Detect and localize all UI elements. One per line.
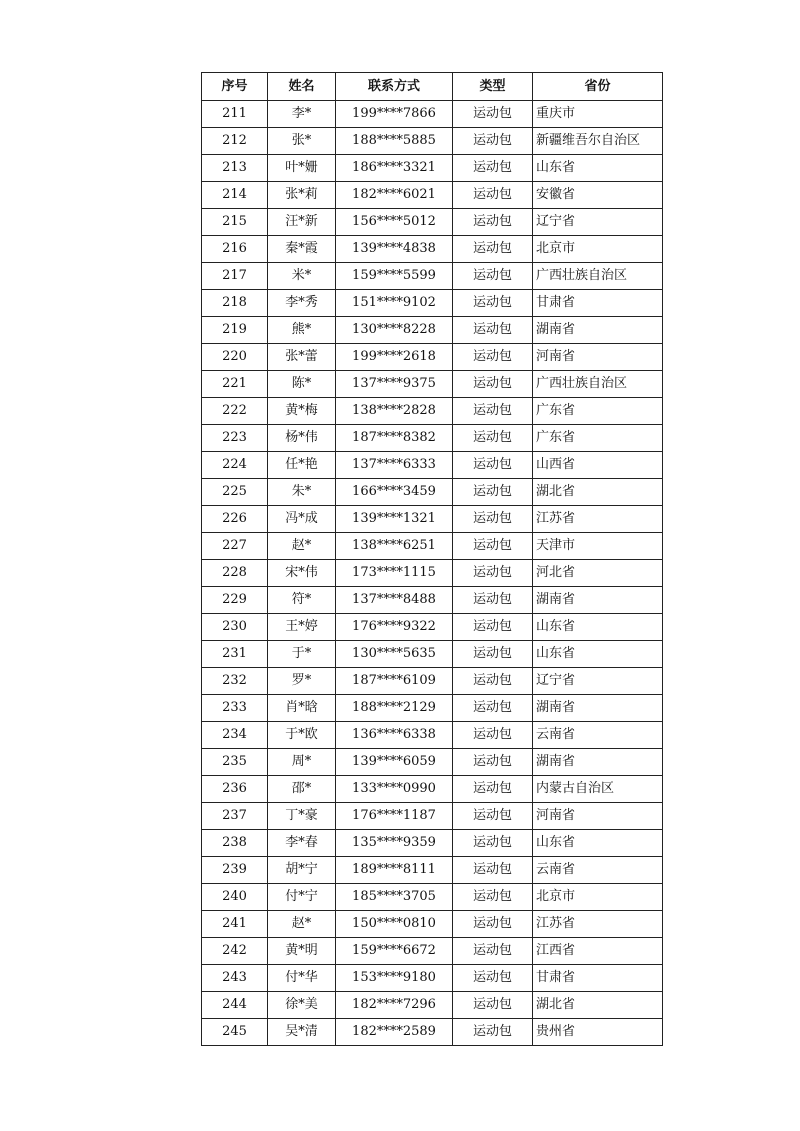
table-row bbox=[202, 398, 663, 425]
cell-type: 运动包 bbox=[453, 101, 533, 128]
cell-name: 罗* bbox=[268, 668, 336, 695]
cell-serial-number: 218 bbox=[202, 290, 268, 317]
cell-serial-number: 212 bbox=[202, 128, 268, 155]
cell-contact: 153****9180 bbox=[336, 965, 453, 992]
table-row bbox=[202, 749, 663, 776]
cell-name: 周* bbox=[268, 749, 336, 776]
cell-name: 熊* bbox=[268, 317, 336, 344]
cell-name: 黄*明 bbox=[268, 938, 336, 965]
cell-contact: 182****7296 bbox=[336, 992, 453, 1019]
cell-name: 黄*梅 bbox=[268, 398, 336, 425]
cell-contact: 166****3459 bbox=[336, 479, 453, 506]
cell-province: 贵州省 bbox=[533, 1019, 663, 1046]
cell-contact: 173****1115 bbox=[336, 560, 453, 587]
cell-contact: 139****1321 bbox=[336, 506, 453, 533]
cell-province: 湖南省 bbox=[533, 695, 663, 722]
cell-name: 邵* bbox=[268, 776, 336, 803]
table-row bbox=[202, 290, 663, 317]
cell-province: 甘肃省 bbox=[533, 965, 663, 992]
cell-name: 吴*清 bbox=[268, 1019, 336, 1046]
cell-province: 湖北省 bbox=[533, 479, 663, 506]
table-row bbox=[202, 803, 663, 830]
cell-serial-number: 232 bbox=[202, 668, 268, 695]
cell-contact: 182****2589 bbox=[336, 1019, 453, 1046]
cell-type: 运动包 bbox=[453, 479, 533, 506]
cell-serial-number: 236 bbox=[202, 776, 268, 803]
cell-province: 重庆市 bbox=[533, 101, 663, 128]
cell-serial-number: 213 bbox=[202, 155, 268, 182]
cell-serial-number: 230 bbox=[202, 614, 268, 641]
cell-contact: 150****0810 bbox=[336, 911, 453, 938]
header-serial-number: 序号 bbox=[202, 73, 268, 101]
table-row bbox=[202, 182, 663, 209]
cell-type: 运动包 bbox=[453, 560, 533, 587]
cell-serial-number: 237 bbox=[202, 803, 268, 830]
cell-province: 辽宁省 bbox=[533, 209, 663, 236]
cell-name: 冯*成 bbox=[268, 506, 336, 533]
cell-serial-number: 222 bbox=[202, 398, 268, 425]
cell-province: 广东省 bbox=[533, 398, 663, 425]
cell-type: 运动包 bbox=[453, 992, 533, 1019]
table-row bbox=[202, 560, 663, 587]
cell-serial-number: 238 bbox=[202, 830, 268, 857]
cell-name: 张* bbox=[268, 128, 336, 155]
cell-serial-number: 226 bbox=[202, 506, 268, 533]
cell-contact: 137****9375 bbox=[336, 371, 453, 398]
cell-type: 运动包 bbox=[453, 317, 533, 344]
cell-type: 运动包 bbox=[453, 884, 533, 911]
cell-serial-number: 211 bbox=[202, 101, 268, 128]
cell-contact: 185****3705 bbox=[336, 884, 453, 911]
cell-province: 新疆维吾尔自治区 bbox=[533, 128, 663, 155]
cell-contact: 159****5599 bbox=[336, 263, 453, 290]
cell-name: 李* bbox=[268, 101, 336, 128]
cell-province: 广西壮族自治区 bbox=[533, 371, 663, 398]
table-row bbox=[202, 317, 663, 344]
cell-serial-number: 235 bbox=[202, 749, 268, 776]
cell-serial-number: 244 bbox=[202, 992, 268, 1019]
table-row bbox=[202, 587, 663, 614]
cell-serial-number: 231 bbox=[202, 641, 268, 668]
cell-serial-number: 223 bbox=[202, 425, 268, 452]
table-row bbox=[202, 344, 663, 371]
cell-contact: 187****8382 bbox=[336, 425, 453, 452]
cell-name: 付*宁 bbox=[268, 884, 336, 911]
cell-contact: 187****6109 bbox=[336, 668, 453, 695]
cell-name: 符* bbox=[268, 587, 336, 614]
table-row bbox=[202, 668, 663, 695]
cell-contact: 136****6338 bbox=[336, 722, 453, 749]
cell-serial-number: 214 bbox=[202, 182, 268, 209]
cell-province: 山东省 bbox=[533, 641, 663, 668]
cell-province: 安徽省 bbox=[533, 182, 663, 209]
cell-type: 运动包 bbox=[453, 587, 533, 614]
cell-name: 肖*晗 bbox=[268, 695, 336, 722]
cell-province: 广东省 bbox=[533, 425, 663, 452]
cell-contact: 151****9102 bbox=[336, 290, 453, 317]
header-name: 姓名 bbox=[268, 73, 336, 101]
table-header bbox=[202, 73, 663, 101]
cell-contact: 138****2828 bbox=[336, 398, 453, 425]
table-row bbox=[202, 992, 663, 1019]
cell-province: 北京市 bbox=[533, 236, 663, 263]
cell-type: 运动包 bbox=[453, 209, 533, 236]
cell-province: 山东省 bbox=[533, 614, 663, 641]
cell-contact: 135****9359 bbox=[336, 830, 453, 857]
table-row bbox=[202, 101, 663, 128]
cell-name: 宋*伟 bbox=[268, 560, 336, 587]
table-row bbox=[202, 209, 663, 236]
header-type: 类型 bbox=[453, 73, 533, 101]
cell-type: 运动包 bbox=[453, 263, 533, 290]
table-row bbox=[202, 965, 663, 992]
cell-province: 广西壮族自治区 bbox=[533, 263, 663, 290]
cell-serial-number: 221 bbox=[202, 371, 268, 398]
table-row bbox=[202, 776, 663, 803]
cell-contact: 130****8228 bbox=[336, 317, 453, 344]
cell-province: 山东省 bbox=[533, 830, 663, 857]
cell-name: 胡*宁 bbox=[268, 857, 336, 884]
header-row bbox=[202, 73, 663, 101]
cell-contact: 176****9322 bbox=[336, 614, 453, 641]
table-row bbox=[202, 884, 663, 911]
cell-province: 内蒙古自治区 bbox=[533, 776, 663, 803]
cell-type: 运动包 bbox=[453, 695, 533, 722]
cell-name: 于*欧 bbox=[268, 722, 336, 749]
cell-type: 运动包 bbox=[453, 452, 533, 479]
cell-province: 河南省 bbox=[533, 344, 663, 371]
cell-type: 运动包 bbox=[453, 371, 533, 398]
cell-province: 云南省 bbox=[533, 722, 663, 749]
header-contact: 联系方式 bbox=[336, 73, 453, 101]
cell-name: 徐*美 bbox=[268, 992, 336, 1019]
cell-name: 王*婷 bbox=[268, 614, 336, 641]
cell-type: 运动包 bbox=[453, 398, 533, 425]
cell-province: 湖北省 bbox=[533, 992, 663, 1019]
cell-name: 陈* bbox=[268, 371, 336, 398]
cell-type: 运动包 bbox=[453, 749, 533, 776]
table-row bbox=[202, 452, 663, 479]
cell-type: 运动包 bbox=[453, 182, 533, 209]
cell-contact: 176****1187 bbox=[336, 803, 453, 830]
cell-serial-number: 245 bbox=[202, 1019, 268, 1046]
cell-contact: 139****4838 bbox=[336, 236, 453, 263]
cell-contact: 186****3321 bbox=[336, 155, 453, 182]
cell-contact: 138****6251 bbox=[336, 533, 453, 560]
cell-contact: 182****6021 bbox=[336, 182, 453, 209]
cell-contact: 188****5885 bbox=[336, 128, 453, 155]
cell-serial-number: 215 bbox=[202, 209, 268, 236]
table-row bbox=[202, 155, 663, 182]
cell-province: 江西省 bbox=[533, 938, 663, 965]
cell-serial-number: 233 bbox=[202, 695, 268, 722]
cell-type: 运动包 bbox=[453, 830, 533, 857]
cell-name: 米* bbox=[268, 263, 336, 290]
table-row bbox=[202, 695, 663, 722]
cell-province: 江苏省 bbox=[533, 911, 663, 938]
cell-type: 运动包 bbox=[453, 1019, 533, 1046]
table-row bbox=[202, 506, 663, 533]
table-row bbox=[202, 128, 663, 155]
cell-type: 运动包 bbox=[453, 344, 533, 371]
cell-name: 于* bbox=[268, 641, 336, 668]
cell-serial-number: 219 bbox=[202, 317, 268, 344]
cell-contact: 137****8488 bbox=[336, 587, 453, 614]
cell-contact: 137****6333 bbox=[336, 452, 453, 479]
cell-name: 秦*霞 bbox=[268, 236, 336, 263]
cell-contact: 130****5635 bbox=[336, 641, 453, 668]
cell-name: 叶*姗 bbox=[268, 155, 336, 182]
cell-name: 李*秀 bbox=[268, 290, 336, 317]
cell-type: 运动包 bbox=[453, 911, 533, 938]
cell-serial-number: 224 bbox=[202, 452, 268, 479]
cell-name: 丁*豪 bbox=[268, 803, 336, 830]
cell-serial-number: 229 bbox=[202, 587, 268, 614]
cell-province: 北京市 bbox=[533, 884, 663, 911]
table-row bbox=[202, 938, 663, 965]
cell-province: 山西省 bbox=[533, 452, 663, 479]
cell-name: 杨*伟 bbox=[268, 425, 336, 452]
cell-contact: 199****2618 bbox=[336, 344, 453, 371]
cell-contact: 133****0990 bbox=[336, 776, 453, 803]
cell-type: 运动包 bbox=[453, 668, 533, 695]
table-row bbox=[202, 479, 663, 506]
cell-contact: 159****6672 bbox=[336, 938, 453, 965]
cell-province: 湖南省 bbox=[533, 749, 663, 776]
table-row bbox=[202, 641, 663, 668]
table-row bbox=[202, 533, 663, 560]
cell-serial-number: 216 bbox=[202, 236, 268, 263]
cell-serial-number: 239 bbox=[202, 857, 268, 884]
table-body bbox=[202, 101, 663, 1046]
cell-type: 运动包 bbox=[453, 533, 533, 560]
cell-type: 运动包 bbox=[453, 425, 533, 452]
table-row bbox=[202, 830, 663, 857]
cell-serial-number: 243 bbox=[202, 965, 268, 992]
cell-province: 河南省 bbox=[533, 803, 663, 830]
table-row bbox=[202, 425, 663, 452]
cell-name: 汪*新 bbox=[268, 209, 336, 236]
cell-type: 运动包 bbox=[453, 506, 533, 533]
cell-contact: 189****8111 bbox=[336, 857, 453, 884]
cell-province: 辽宁省 bbox=[533, 668, 663, 695]
table-row bbox=[202, 371, 663, 398]
cell-province: 山东省 bbox=[533, 155, 663, 182]
cell-province: 江苏省 bbox=[533, 506, 663, 533]
cell-name: 赵* bbox=[268, 911, 336, 938]
cell-serial-number: 220 bbox=[202, 344, 268, 371]
cell-name: 李*春 bbox=[268, 830, 336, 857]
cell-name: 张*蕾 bbox=[268, 344, 336, 371]
cell-type: 运动包 bbox=[453, 614, 533, 641]
cell-serial-number: 241 bbox=[202, 911, 268, 938]
cell-serial-number: 228 bbox=[202, 560, 268, 587]
cell-province: 天津市 bbox=[533, 533, 663, 560]
cell-contact: 188****2129 bbox=[336, 695, 453, 722]
cell-province: 云南省 bbox=[533, 857, 663, 884]
table-row bbox=[202, 263, 663, 290]
cell-serial-number: 242 bbox=[202, 938, 268, 965]
cell-serial-number: 217 bbox=[202, 263, 268, 290]
cell-name: 任*艳 bbox=[268, 452, 336, 479]
cell-province: 河北省 bbox=[533, 560, 663, 587]
cell-serial-number: 234 bbox=[202, 722, 268, 749]
cell-type: 运动包 bbox=[453, 965, 533, 992]
cell-serial-number: 227 bbox=[202, 533, 268, 560]
cell-type: 运动包 bbox=[453, 803, 533, 830]
table-row bbox=[202, 614, 663, 641]
header-province: 省份 bbox=[533, 73, 663, 101]
table-row bbox=[202, 911, 663, 938]
cell-serial-number: 240 bbox=[202, 884, 268, 911]
cell-type: 运动包 bbox=[453, 776, 533, 803]
cell-type: 运动包 bbox=[453, 155, 533, 182]
roster-table bbox=[201, 72, 663, 1046]
cell-name: 朱* bbox=[268, 479, 336, 506]
cell-type: 运动包 bbox=[453, 128, 533, 155]
cell-contact: 199****7866 bbox=[336, 101, 453, 128]
cell-type: 运动包 bbox=[453, 641, 533, 668]
cell-name: 赵* bbox=[268, 533, 336, 560]
cell-type: 运动包 bbox=[453, 722, 533, 749]
cell-type: 运动包 bbox=[453, 857, 533, 884]
cell-type: 运动包 bbox=[453, 290, 533, 317]
table-row bbox=[202, 236, 663, 263]
cell-name: 张*莉 bbox=[268, 182, 336, 209]
cell-type: 运动包 bbox=[453, 236, 533, 263]
cell-contact: 156****5012 bbox=[336, 209, 453, 236]
cell-province: 湖南省 bbox=[533, 317, 663, 344]
table-row bbox=[202, 857, 663, 884]
cell-name: 付*华 bbox=[268, 965, 336, 992]
cell-province: 湖南省 bbox=[533, 587, 663, 614]
cell-contact: 139****6059 bbox=[336, 749, 453, 776]
cell-serial-number: 225 bbox=[202, 479, 268, 506]
cell-province: 甘肃省 bbox=[533, 290, 663, 317]
cell-type: 运动包 bbox=[453, 938, 533, 965]
table-row bbox=[202, 722, 663, 749]
table-row bbox=[202, 1019, 663, 1046]
